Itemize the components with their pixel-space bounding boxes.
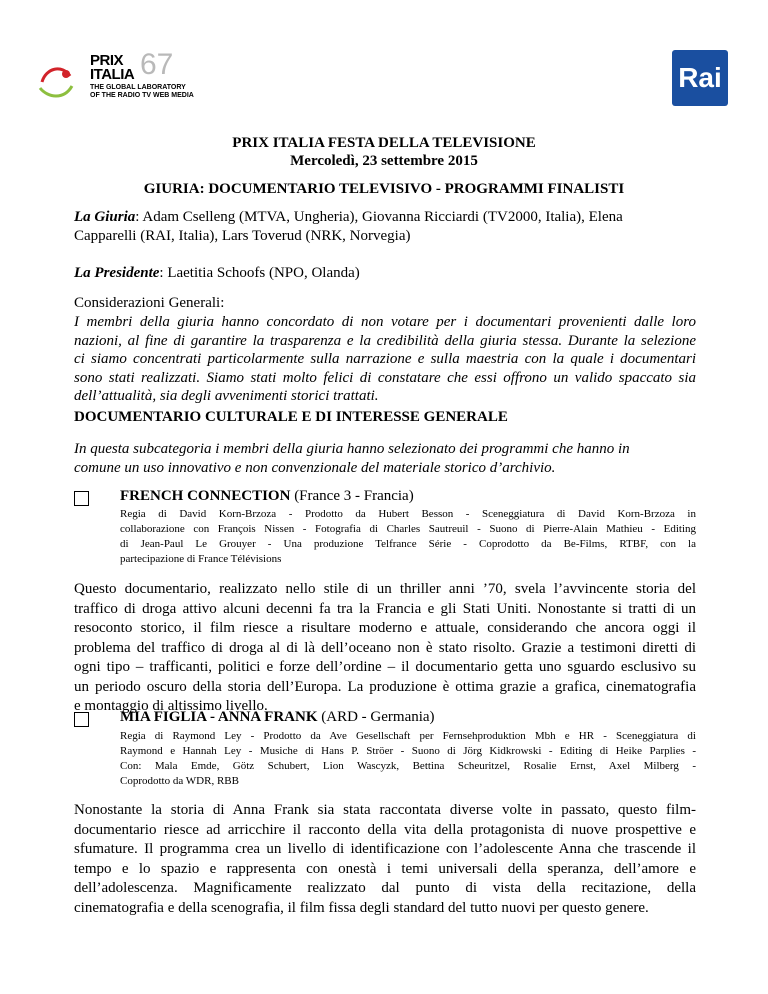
logo-prix-text: PRIX [90, 52, 124, 69]
review-line: e montaggio di altissimo livello. [74, 698, 268, 714]
giuria-members-line2: Capparelli (RAI, Italia), Lars Toverud (NRK, Norvegia) [74, 228, 411, 244]
section-intro-line: comune un uso innovativo e non convenzionale del materiale storico d’archivio. [74, 460, 556, 476]
review-line: ogni tipo – trafficanti, politici e forze dell’ordine – il documentario getta uno sguardo esclusivo su [74, 659, 696, 675]
credits-line: Regia di Raymond Ley - Prodotto da Ave Gesellschaft per Fernsehproduktion Mbh e HR - Sceneggiatura di [120, 730, 696, 742]
logo-italia-text: ITALIA [90, 66, 135, 83]
entry-checkbox[interactable] [74, 491, 89, 506]
presidente-paragraph [74, 264, 696, 283]
credits-line: Raymond e Hannah Ley - Musiche di Hans P. Ströer - Suono di Jörg Kidkrowski - Editing di Heike Parplies - [120, 745, 696, 757]
review-line: un periodo oscuro della storia dell’Europa. La produzione è ottima grazie a grafica, cinematografia [74, 678, 696, 695]
review-line: cinematografia e della scenografia, il film fissa degli standard del tutto nuovi per questo genere. [74, 899, 649, 916]
credits-line: Regia di David Korn-Brzoza - Prodotto da Hubert Besson - Sceneggiatura di David Korn-Brzoza in [120, 508, 696, 520]
entry-review [74, 580, 696, 717]
review-line: problema del traffico di droga al di là dell’oceano non è stato risolto. Grazie a testimoni diretti di [74, 639, 696, 656]
giuria-members-line1: : Adam Cselleng (MTVA, Ungheria), Giovanna Ricciardi (TV2000, Italia), Elena [135, 209, 623, 225]
rai-logo-text: Rai [678, 62, 722, 93]
review-line: sfumature. Il programma crea un livello di identificazione con l’adolescente Anna che trascende il [74, 841, 696, 857]
review-line: traffico di droga attivo alcuni decenni fa tra la Francia e gli Stati Uniti. Nonostante si tratti di un [74, 600, 696, 617]
giuria-label: La Giuria [74, 209, 136, 225]
rai-logo [672, 50, 728, 106]
giuria-paragraph [74, 208, 696, 246]
entry-broadcaster: (ARD - Germania) [317, 709, 435, 725]
entry-title-line [120, 708, 435, 727]
entry-checkbox[interactable] [74, 712, 89, 727]
credits-line: Con: Mala Emde, Götz Schubert, Lion Wascyzk, Bettina Scheuritzel, Rosalie Ernst, Axel Milberg - [120, 760, 696, 772]
document-title: PRIX ITALIA FESTA DELLA TELEVISIONE [232, 135, 536, 151]
credits-line: di Jean-Paul Le Grouyer - Una produzione Telfrance Série - Coprodotto da Be-Films, RTBF, con la [120, 538, 696, 550]
review-line: Questo documentario, realizzato nello stile di un thriller anni ’70, svela l’avvincente storia del [74, 581, 696, 597]
prix-italia-logo [36, 48, 206, 112]
considerazioni-text [74, 313, 696, 406]
logo-tagline-2: OF THE RADIO TV WEB MEDIA [90, 92, 194, 99]
document-date: Mercoledì, 23 settembre 2015 [290, 153, 478, 169]
section-intro [74, 440, 696, 478]
review-line: Nonostante la storia di Anna Frank sia stata raccontata diverse volte in passato, questo film- [74, 802, 696, 818]
considerazioni-line: ci siamo concentrati particolarmente sulla narrazione e sulla maestria con la quale i documentari [74, 351, 696, 367]
considerazioni-line: I membri della giuria hanno concordato di non votare per i documentari provenienti dalle loro [74, 314, 696, 330]
section-intro-line: In questa subcategoria i membri della giuria hanno selezionato dei programmi che hanno in [74, 441, 630, 457]
considerazioni-heading: Considerazioni Generali: [74, 295, 225, 311]
credits-line: collaborazione con François Nissen - Fotografia di Charles Sautreuil - Suono di Pierre-Alain Mathieu - Editing [120, 523, 696, 535]
presidente-label: La Presidente [74, 265, 160, 281]
section-heading: DOCUMENTARIO CULTURALE E DI INTERESSE GENERALE [74, 409, 508, 425]
credits-line: partecipazione di France Télévisions [120, 553, 282, 565]
credits-line: Coprodotto da WDR, RBB [120, 775, 239, 787]
entry-title-line [120, 487, 414, 506]
entry-title: MIA FIGLIA - ANNA FRANK [120, 709, 318, 725]
entry-review [74, 801, 696, 918]
review-line: tempo e lo spazio e rappresenta con onestà i temi universali della speranza, dell’amore e [74, 860, 696, 877]
logo-edition-number: 67 [140, 48, 174, 81]
logo-tagline-1: THE GLOBAL LABORATORY [90, 84, 186, 91]
entry-credits [120, 729, 696, 789]
review-line: documentario riesce ad arricchire il racconto della vita della protagonista di nuove prospettive e [74, 821, 696, 838]
entry-title: FRENCH CONNECTION [120, 488, 291, 504]
entry-broadcaster: (France 3 - Francia) [290, 488, 414, 504]
considerazioni-line: sono stati realizzati. Siamo stati molto felici di constatare che essi offrono un valido spaccato sia [74, 369, 696, 386]
jury-heading: GIURIA: DOCUMENTARIO TELEVISIVO - PROGRAMMI FINALISTI [143, 181, 625, 197]
considerazioni-line: nazioni, al fine di garantire la trasparenza e la credibilità della giuria stessa. Durante la selezione [74, 332, 696, 349]
presidente-name: : Laetitia Schoofs (NPO, Olanda) [159, 265, 360, 281]
review-line: resoconto storico, il film riesce a risultare moderno e attuale, considerando che ancora oggi il [74, 620, 696, 636]
considerazioni-line: dell’attualità, sia degli avvenimenti storici trattati. [74, 388, 379, 404]
review-line: dell’adolescenza. Magnificamente realizzato dal punto di vista della recitazione, della [74, 880, 696, 896]
entry-credits [120, 507, 696, 567]
